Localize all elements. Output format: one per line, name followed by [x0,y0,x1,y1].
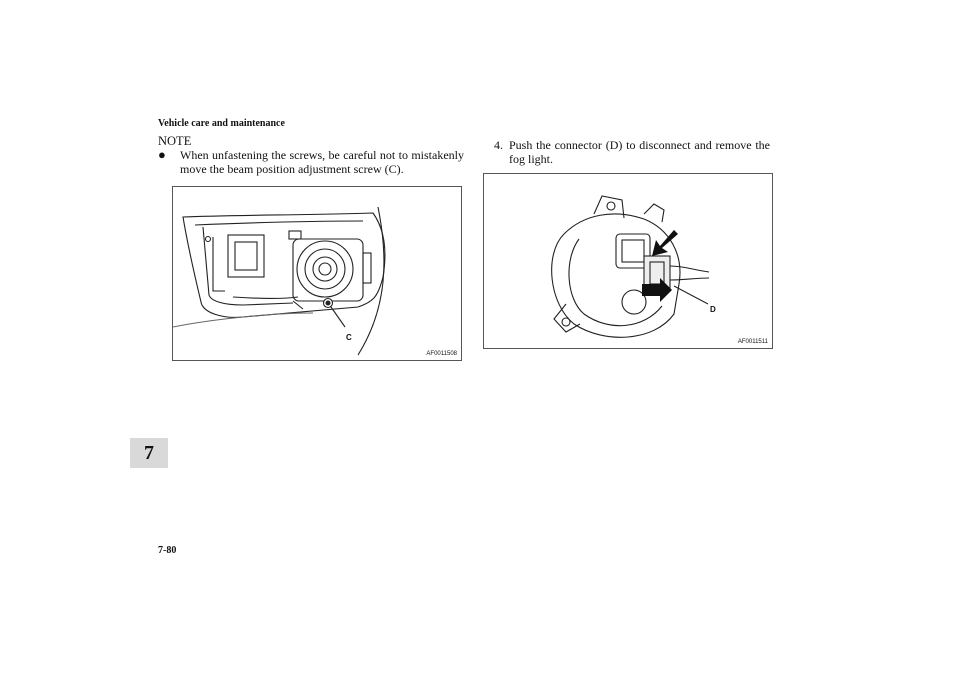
callout-c: C [346,333,352,342]
page-number: 7-80 [158,545,177,556]
note-bullet-text: When unfastening the screws, be careful not to mistakenly move the beam position adjustment screw (C). [180,148,464,176]
fog-light-illustration [484,174,772,348]
bullet-dot-icon: ● [158,147,166,162]
page-header: Vehicle care and maintenance [158,118,285,129]
figure-id: AF0011508 [426,351,457,357]
step-text: Push the connector (D) to disconnect and remove the fog light. [509,138,770,166]
figure-beam-adjust-screw [172,186,462,361]
headlight-illustration [173,187,461,360]
figure-fog-light-connector [483,173,773,349]
step-4 [494,138,770,166]
callout-d: D [710,305,716,314]
note-heading: NOTE [158,134,192,148]
figure-id: AF0011511 [737,339,768,345]
chapter-tab: 7 [130,438,168,468]
step-number: 4. [494,138,503,152]
note-bullet [158,148,464,176]
